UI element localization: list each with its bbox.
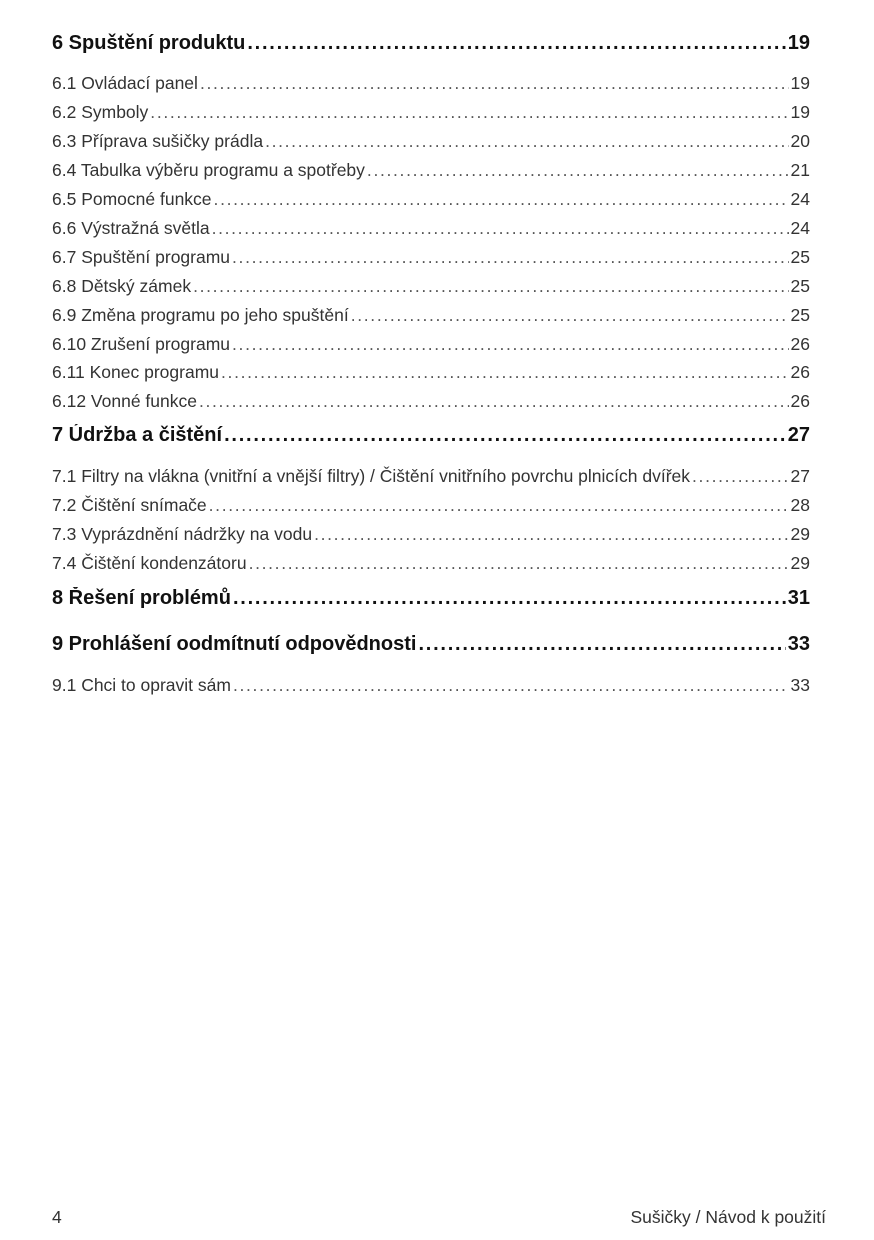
dot-leader [232,334,789,355]
toc-entry-title: 6.8 Dětský zámek [52,276,192,296]
toc-entry-title: 7.4 Čištění kondenzátoru [52,553,247,573]
toc-entry-title: 6.10 Zrušení programu [52,334,231,354]
toc-entry-page: 26 [790,362,810,382]
toc-entry-page: 20 [790,131,810,151]
toc-entry-page: 24 [790,189,810,209]
toc-entry-page: 29 [790,524,810,544]
toc-entry[interactable] [52,131,810,155]
page-number: 4 [52,1207,62,1227]
toc-entry[interactable] [52,32,810,60]
toc-entry[interactable] [52,633,810,661]
dot-leader [150,102,788,123]
dot-leader [418,633,785,656]
toc-entry[interactable] [52,102,810,126]
toc-entry[interactable] [52,495,810,519]
toc-entry-title: 6.3 Příprava sušičky prádla [52,131,264,151]
toc-entry-title: 6 Spuštění produktu [52,32,246,54]
toc-entry-page: 28 [790,495,810,515]
toc-entry-page: 33 [787,633,810,655]
dot-leader [212,218,789,239]
toc-entry-title: 6.9 Změna programu po jeho spuštění [52,305,349,325]
toc-entry-title: 7.2 Čištění snímače [52,495,207,515]
toc-entry[interactable] [52,218,810,242]
dot-leader [247,32,785,55]
toc-entry-page: 26 [790,391,810,411]
toc-entry-page: 27 [790,466,810,486]
dot-leader [351,305,789,326]
toc-entry[interactable] [52,160,810,184]
toc-entry[interactable] [52,391,810,415]
toc-entry-page: 26 [790,334,810,354]
toc-entry[interactable] [52,587,810,615]
toc-entry[interactable] [52,553,810,577]
toc-entry-title: 7.1 Filtry na vlákna (vnitřní a vnější filtry) / Čištění vnitřního povrchu plnicích dvířek [52,466,691,486]
dot-leader [193,276,788,297]
dot-leader [265,131,788,152]
toc-entry-title: 8 Řešení problémů [52,587,231,609]
toc-entry-page: 24 [790,218,810,238]
dot-leader [199,391,789,412]
dot-leader [214,189,789,210]
toc-entry-page: 29 [790,553,810,573]
toc-entry-title: 9 Prohlášení oodmítnutí odpovědnosti [52,633,417,655]
toc-entry-page: 19 [790,73,810,93]
dot-leader [233,675,789,696]
toc-entry-title: 6.4 Tabulka výběru programu a spotřeby [52,160,365,180]
toc-entry-page: 25 [790,276,810,296]
toc-entry-page: 21 [790,160,810,180]
toc-entry-page: 33 [790,675,810,695]
toc-entry[interactable] [52,675,810,699]
dot-leader [367,160,789,181]
toc-entry-title: 6.6 Výstražná světla [52,218,210,238]
toc-entry-title: 9.1 Chci to opravit sám [52,675,231,695]
toc-entry-title: 6.5 Pomocné funkce [52,189,212,209]
dot-leader [221,362,789,383]
dot-leader [692,466,789,487]
toc-entry-title: 7 Údržba a čištění [52,424,223,446]
toc-entry[interactable] [52,334,810,358]
toc-entry-title: 6.1 Ovládací panel [52,73,198,93]
toc-entry-title: 6.11 Konec programu [52,362,220,382]
toc-entry[interactable] [52,276,810,300]
toc-entry[interactable] [52,73,810,97]
dot-leader [314,524,788,545]
toc-entry[interactable] [52,305,810,329]
dot-leader [209,495,789,516]
toc-entry-title: 6.2 Symboly [52,102,149,122]
toc-entry[interactable] [52,524,810,548]
toc-entry[interactable] [52,362,810,386]
dot-leader [200,73,789,94]
toc-entry-page: 25 [790,247,810,267]
toc-entry[interactable] [52,189,810,213]
toc-entry-page: 19 [790,102,810,122]
toc-entry-page: 25 [790,305,810,325]
dot-leader [232,247,789,268]
toc-entry-page: 31 [787,587,810,609]
toc-entry[interactable] [52,466,810,490]
toc-entry-title: 6.7 Spuštění programu [52,247,231,267]
dot-leader [233,587,786,610]
dot-leader [249,553,789,574]
running-title: Sušičky / Návod k použití [630,1207,826,1227]
toc-entry-title: 7.3 Vyprázdnění nádržky na vodu [52,524,313,544]
toc-entry-title: 6.12 Vonné funkce [52,391,197,411]
toc-entry-page: 19 [787,32,810,54]
toc-entry[interactable] [52,424,810,452]
toc-entry[interactable] [52,247,810,271]
dot-leader [224,424,786,447]
toc-entry-page: 27 [787,424,810,446]
